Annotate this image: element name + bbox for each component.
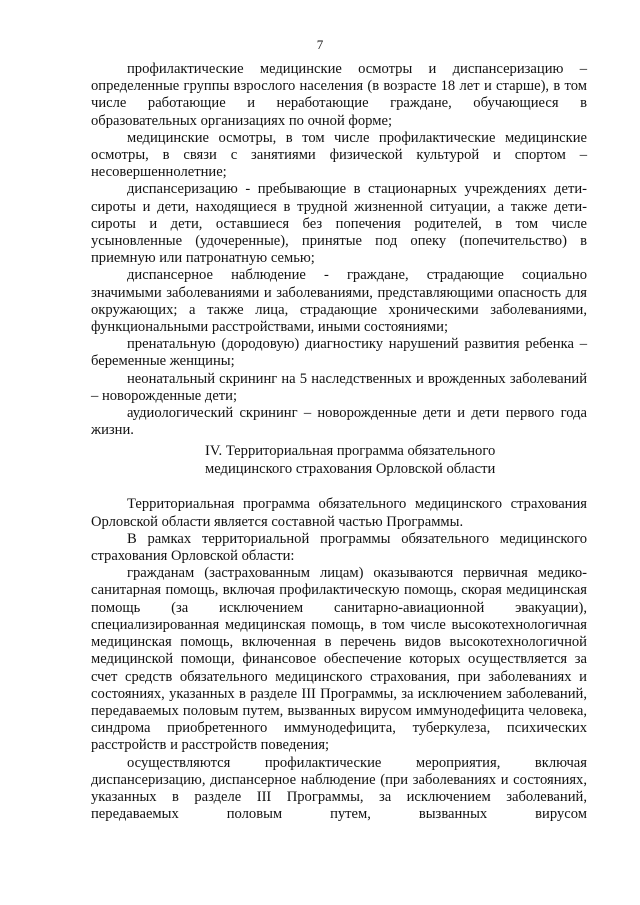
section-heading-line-1: IV. Территориальная программа обязательного xyxy=(205,443,496,460)
paragraph-prenatal-diagnostics: пренатальную (дородовую) диагностику нарушений развития ребенка – беременные женщины; xyxy=(91,336,587,370)
page-number: 7 xyxy=(316,37,324,52)
paragraph-medical-exams-minors: медицинские осмотры, в том числе профилактические медицинские осмотры, в связи с занятиями физической культурой и спортом – несовершеннолетние; xyxy=(91,129,587,181)
paragraph-territorial-program: Территориальная программа обязательного медицинского страхования Орловской области является составной частью Программы. xyxy=(91,496,587,530)
section-heading-line-2: медицинского страхования Орловской области xyxy=(205,460,496,477)
paragraph-audiological-screening: аудиологический скрининг – новорожденные дети и дети первого года жизни. xyxy=(91,405,587,439)
paragraph-preventive-exams: профилактические медицинские осмотры и диспансеризацию – определенные группы взрослого населения (в возрасте 18 лет и старше), в том числе работающие и неработающие граждане, обучающиеся в образовательных организациях по очной форме; xyxy=(91,61,587,129)
section-heading xyxy=(91,443,587,478)
paragraph-neonatal-screening: неонатальный скрининг на 5 наследственных и врожденных заболеваний – новорожденные дети; xyxy=(91,370,587,404)
paragraph-within-program: В рамках территориальной программы обязательного медицинского страхования Орловской области: xyxy=(91,530,587,565)
paragraph-dispensary-observation: диспансерное наблюдение - граждане, страдающие социально значимыми заболеваниями и заболеваниями, представляющими опасность для окружающих; а также лица, страдающие хроническими заболеваниями, функциональными расстройствами, иными состояниями; xyxy=(91,267,587,336)
document-body xyxy=(91,61,587,823)
paragraph-preventive-measures: осуществляются профилактические мероприятия, включая диспансеризацию, диспансерное наблюдение (при заболеваниях и состояниях, указанных в разделе III Программы, за исключением заболеваний, передаваемых половым путем, вызванных вирусом xyxy=(91,754,587,823)
spacer xyxy=(91,478,587,496)
paragraph-dispensarization-orphans: диспансеризацию - пребывающие в стационарных учреждениях дети-сироты и дети, находящиеся в трудной жизненной ситуации, а также дети-сироты и дети, оставшиеся без попечения родителей, в том числе усыновленные (удочеренные), принятые под опеку (попечительство) в приемную или патронатную семью; xyxy=(91,181,587,267)
paragraph-citizens-care: гражданам (застрахованным лицам) оказываются первичная медико-санитарная помощь, включая профилактическую помощь, скорая медицинская помощь (за исключением санитарно-авиационной эвакуации), специализированная медицинская помощь, в том числе высокотехнологичная медицинская помощь, включенная в перечень видов высокотехнологичной медицинской помощи, финансовое обеспечение которых осуществляется за счет средств обязательного медицинского страхования, при заболеваниях и состояниях, указанных в разделе III Программы, за исключением заболеваний, передаваемых половым путем, вызванных вирусом иммунодефицита человека, синдрома приобретенного иммунодефицита, туберкулеза, психических расстройств и расстройств поведения; xyxy=(91,565,587,754)
